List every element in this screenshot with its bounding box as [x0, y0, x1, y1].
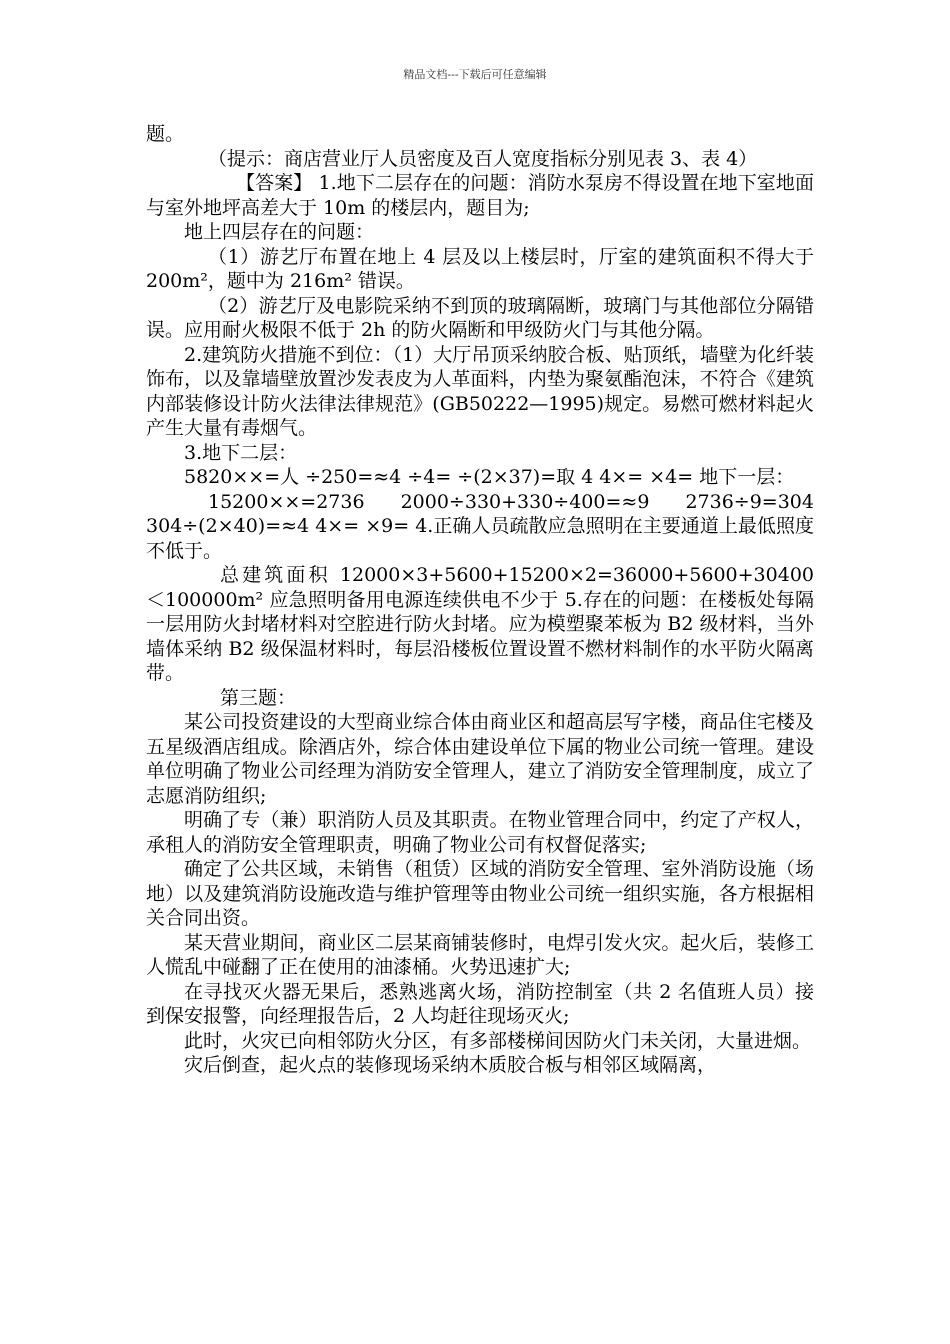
paragraph: 2.建筑防火措施不到位：（1）大厅吊顶采纳胶合板、贴顶纸，墙壁为化纤装饰布，以及靠墙壁放置沙发表皮为人革面料，内垫为聚氨酯泡沫，不符合《建筑内部装修设计防火法律法律规范》(GB50222—1995)规定。易燃可燃材料起火产生大量有毒烟气。: [146, 343, 814, 439]
paragraph: 确定了公共区域，未销售（租赁）区域的消防安全管理、室外消防设施（场地）以及建筑消防设施改造与维护管理等由物业公司统一组织实施，各方根据相关合同出资。: [146, 858, 814, 929]
paragraph: （1）游艺厅布置在地上 4 层及以上楼层时，厅室的建筑面积不得大于 200m²，题中为 216m² 错误。: [146, 245, 814, 292]
paragraph: 15200××=2736 2000÷330+330÷400=≈9 2736÷9=304 304÷(2×40)=≈4 4×= ×9= 4.正确人员疏散应急照明在主要通道上最低照度不低于。: [146, 490, 814, 562]
paragraph: 此时，火灾已向相邻防火分区，有多部楼梯间因防火门未关闭，大量进烟。: [184, 1029, 812, 1052]
paragraph: 第三题：: [220, 686, 297, 709]
paragraph: 地上四层存在的问题：: [184, 221, 375, 243]
paragraph: 明确了专（兼）职消防人员及其职责。在物业管理合同中，约定了产权人，承租人的消防安全管理职责，明确了物业公司有权督促落实;: [146, 809, 814, 856]
paragraph: （提示：商店营业厅人员密度及百人宽度指标分别见表 3、表 4）: [208, 147, 758, 170]
paragraph: 某天营业期间，商业区二层某商铺装修时，电焊引发火灾。起火后，装修工人慌乱中碰翻了正在使用的油漆桶。火势迅速扩大;: [146, 931, 814, 978]
paragraph: （2）游艺厅及电影院采纳不到顶的玻璃隔断，玻璃门与其他部位分隔错误。应用耐火极限不低于 2h 的防火隔断和甲级防火门与其他分隔。: [146, 294, 814, 341]
paragraph: 某公司投资建设的大型商业综合体由商业区和超高层写字楼，商品住宅楼及五星级酒店组成。除酒店外，综合体由建设单位下属的物业公司统一管理。建设单位明确了物业公司经理为消防安全管理人，建立了消防安全管理制度，成立了志愿消防组织;: [146, 711, 814, 807]
paragraph: 灾后倒查，起火点的装修现场采纳木质胶合板与相邻区域隔离，: [184, 1054, 717, 1076]
paragraph: 3.地下二层：: [184, 441, 298, 464]
document-body: [146, 122, 814, 1078]
paragraph: 在寻找灭火器无果后，悉熟逃离火场，消防控制室（共 2 名值班人员）接到保安报警，向经理报告后，2 人均赶往现场灭火;: [146, 980, 814, 1027]
paragraph: 总建筑面积 12000×3+5600+15200×2=36000+5600+30400＜100000m² 应急照明备用电源连续供电不少于 5.存在的问题：在楼板处每隔一层用防火封堵材料对空腔进行防火封堵。应为模塑聚苯板为 B2 级材料，当外墙体采纳 B2 级保温材料时，每层沿楼板位置设置不燃材料制作的水平防火隔离带。: [146, 564, 814, 684]
page-header: 精品文档---下载后可任意编辑: [403, 68, 547, 81]
paragraph: 题。: [146, 123, 185, 145]
paragraph: 5820××=人 ÷250=≈4 ÷4= ÷(2×37)=取 4 4×= ×4= 地下一层：: [184, 466, 795, 488]
paragraph: 【答案】 1.地下二层存在的问题：消防水泵房不得设置在地下室地面与室外地坪高差大于 10m 的楼层内，题目为;: [146, 172, 814, 219]
